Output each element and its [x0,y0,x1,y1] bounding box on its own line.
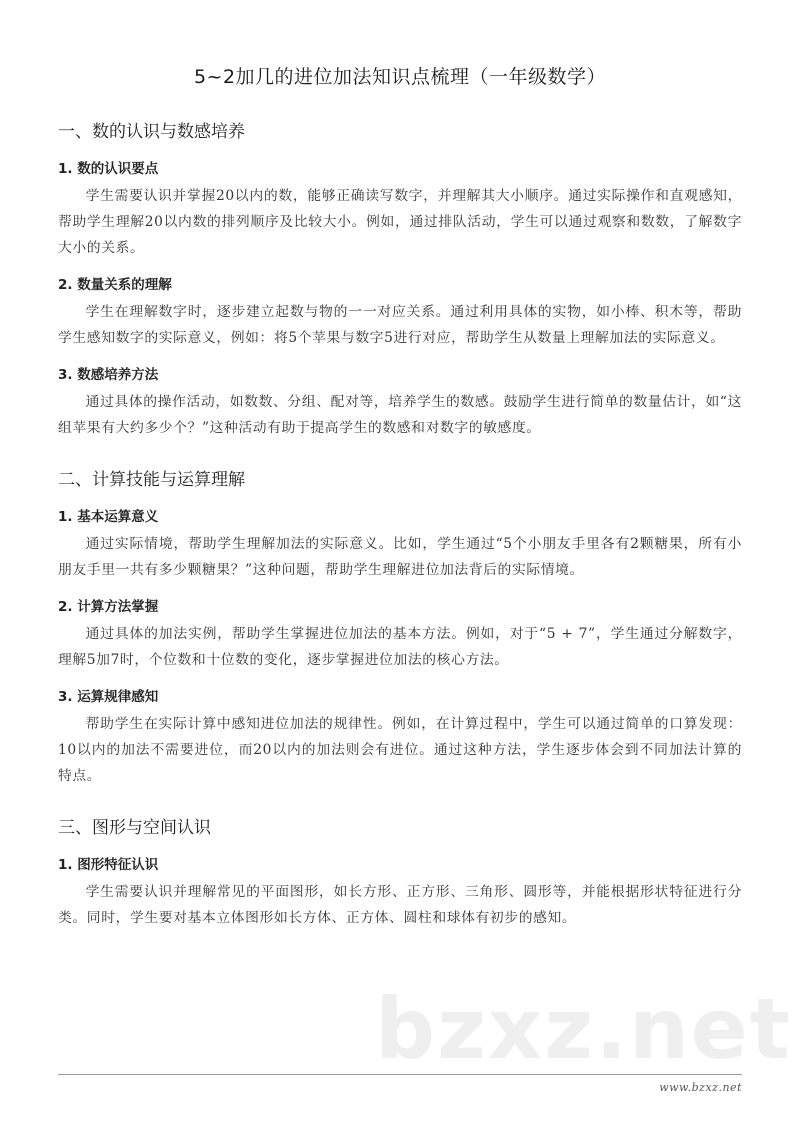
subsection [58,854,742,931]
page-title: 5~2加几的进位加法知识点梳理（一年级数学） [193,66,607,88]
subsection [58,274,742,351]
paragraph: 通过具体的操作活动，如数数、分组、配对等，培养学生的数感。鼓励学生进行简单的数量估计，如“这组苹果有大约多少个？”这种活动有助于提高学生的数感和对数字的敏感度。 [58,394,742,436]
subsection-heading: 2. 数量关系的理解 [58,277,172,293]
subsection-heading: 1. 数的认识要点 [58,161,159,177]
footer-url: www.bzxz.net [659,1081,742,1094]
subsection [58,364,742,441]
subsection-heading: 3. 数感培养方法 [58,367,159,383]
paragraph: 帮助学生在实际计算中感知进位加法的规律性。例如，在计算过程中，学生可以通过简单的口算发现：10以内的加法不需要进位，而20以内的加法则会有进位。通过这种方法，学生逐步体会到不同加法计算的特点。 [58,716,742,784]
document-body [58,117,742,931]
subsection-heading: 3. 运算规律感知 [58,689,159,705]
section-geometry [58,813,742,931]
subsection [58,596,742,673]
subsection-heading: 1. 图形特征认识 [58,857,159,873]
section-heading: 二、计算技能与运算理解 [58,470,245,490]
section-calculation-skills [58,465,742,789]
subsection-heading: 2. 计算方法掌握 [58,599,159,615]
subsection-heading: 1. 基本运算意义 [58,509,159,525]
section-heading: 三、图形与空间认识 [58,818,211,838]
paragraph: 通过具体的加法实例，帮助学生掌握进位加法的基本方法。例如，对于“5 + 7”，学生通过分解数字，理解5加7时，个位数和十位数的变化，逐步掌握进位加法的核心方法。 [58,626,742,668]
paragraph: 学生在理解数字时，逐步建立起数与物的一一对应关系。通过利用具体的实物，如小棒、积木等，帮助学生感知数字的实际意义，例如：将5个苹果与数字5进行对应，帮助学生从数量上理解加法的实际意义。 [58,304,742,346]
subsection [58,158,742,261]
paragraph: 学生需要认识并掌握20以内的数，能够正确读写数字，并理解其大小顺序。通过实际操作和直观感知，帮助学生理解20以内数的排列顺序及比较大小。例如，通过排队活动，学生可以通过观察和数数，了解数字大小的关系。 [58,188,742,256]
paragraph: 通过实际情境，帮助学生理解加法的实际意义。比如，学生通过“5个小朋友手里各有2颗糖果，所有小朋友手里一共有多少颗糖果？”这种问题，帮助学生理解进位加法背后的实际情境。 [58,536,742,578]
footer-divider [58,1074,742,1075]
paragraph: 学生需要认识并理解常见的平面图形，如长方形、正方形、三角形、圆形等，并能根据形状特征进行分类。同时，学生要对基本立体图形如长方体、正方体、圆柱和球体有初步的感知。 [58,884,742,926]
section-number-sense [58,117,742,441]
subsection [58,686,742,789]
section-heading: 一、数的认识与数感培养 [58,122,245,142]
watermark: bzxz.net [375,980,792,1078]
subsection [58,506,742,583]
